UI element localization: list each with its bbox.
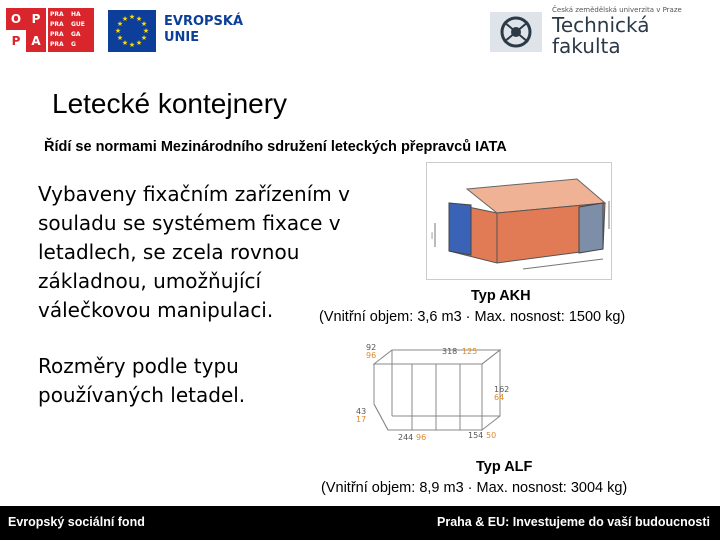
praha-line: PRA	[50, 41, 64, 48]
opp-logo	[6, 8, 46, 52]
praha-logo	[48, 8, 94, 52]
opp-letter: O	[6, 8, 26, 30]
eu-label-line: UNIE	[164, 30, 200, 45]
alf-dim: 154	[468, 431, 484, 440]
svg-text:★: ★	[116, 34, 124, 42]
alf-type-label: Typ ALF	[476, 459, 533, 475]
akh-description: (Vnitřní objem: 3,6 m3 · Max. nosnost: 1500 kg)	[319, 309, 626, 325]
svg-text:★: ★	[128, 13, 136, 21]
svg-text:★: ★	[114, 27, 122, 35]
opp-letter: P	[6, 30, 26, 52]
slide-title: Letecké kontejnery	[52, 88, 288, 119]
faculty-name	[552, 15, 650, 57]
praha-line: G	[71, 41, 76, 48]
alf-dim: 17	[356, 415, 367, 424]
svg-text:ꟾ: ꟾ	[431, 233, 434, 241]
alf-dim: 92	[366, 343, 377, 352]
praha-line: GUE	[71, 21, 85, 28]
praha-line: GA	[71, 31, 81, 38]
description-paragraph: Vybaveny fixačním zařízením v souladu se systémem fixace v letadlech, se zcela rovnou základnou, umožňující válečkovou manipulaci.	[38, 182, 350, 322]
eu-label	[164, 14, 243, 46]
alf-dim: 96	[416, 433, 427, 442]
university-name: Česká zemědělská univerzita v Praze	[552, 6, 682, 14]
svg-text:★: ★	[140, 20, 148, 28]
eu-flag-icon	[108, 10, 156, 52]
alf-dim: 244	[398, 433, 414, 442]
alf-dim: 125	[462, 347, 478, 356]
footer-right-text: Praha & EU: Investujeme do vaší budoucnosti	[437, 515, 710, 529]
svg-text:★: ★	[128, 41, 136, 49]
svg-text:★: ★	[142, 27, 150, 35]
faculty-line: Technická	[552, 13, 650, 37]
alf-dim: 162	[494, 385, 510, 394]
svg-text:★: ★	[121, 15, 129, 23]
footer-left-text: Evropský sociální fond	[8, 515, 145, 529]
akh-container-image	[426, 162, 612, 280]
alf-description: (Vnitřní objem: 8,9 m3 · Max. nosnost: 3004 kg)	[321, 480, 628, 496]
praha-line: HA	[71, 11, 81, 18]
technicka-fakulta-logo-icon	[488, 8, 546, 54]
alf-container-image	[352, 342, 522, 442]
alf-dim: 64	[494, 393, 505, 402]
svg-text:★: ★	[135, 15, 143, 23]
faculty-line: fakulta	[552, 34, 621, 58]
alf-dim: 318	[442, 347, 458, 356]
alf-dim: 43	[356, 407, 367, 416]
svg-text:★: ★	[140, 34, 148, 42]
praha-line: PRA	[50, 11, 64, 18]
svg-text:★: ★	[121, 39, 129, 47]
eu-label-line: EVROPSKÁ	[164, 14, 244, 29]
praha-line: PRA	[50, 31, 64, 38]
svg-text:★: ★	[116, 20, 124, 28]
opp-letter: A	[26, 30, 46, 52]
slide-subtitle: Řídí se normami Mezinárodního sdružení leteckých přepravců IATA	[44, 139, 507, 155]
akh-type-label: Typ AKH	[471, 288, 531, 304]
praha-line: PRA	[50, 21, 64, 28]
alf-dim: 96	[366, 351, 377, 360]
dimensions-paragraph: Rozměry podle typu používaných letadel.	[38, 354, 246, 407]
opp-letter: P	[26, 8, 46, 30]
svg-text:★: ★	[135, 39, 143, 47]
alf-dim: 50	[486, 431, 497, 440]
